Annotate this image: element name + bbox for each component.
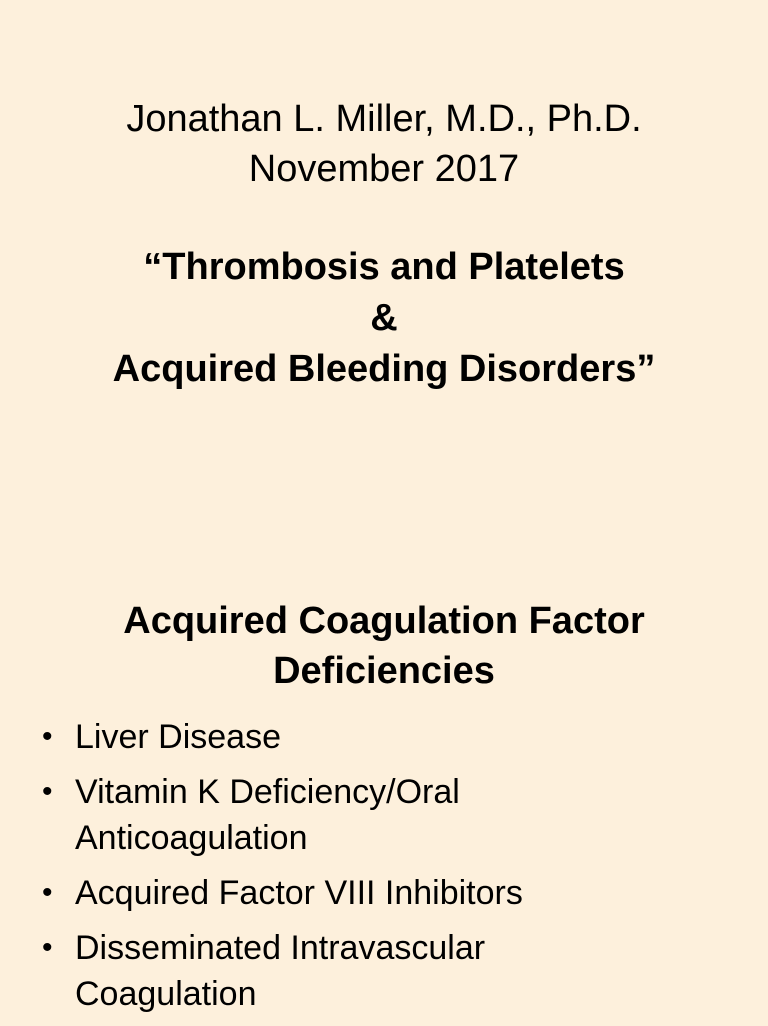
heading-line: Acquired Coagulation Factor [123,600,645,642]
bullet-icon: • [42,931,53,964]
content-slide [0,596,768,1026]
title-line: & [370,297,398,339]
bullet-text: Vitamin K Deficiency/Oral [75,773,460,811]
presentation-title [0,242,768,395]
title-slide [0,94,768,395]
presentation-date: November 2017 [248,148,520,190]
list-item [0,714,768,760]
list-item [0,925,768,1017]
bullet-list [0,714,768,1017]
title-line: “Thrombosis and Platelets [143,246,625,288]
bullet-text-continuation: Anticoagulation [75,819,308,857]
slide-heading [0,596,768,696]
list-item [0,769,768,861]
heading-line: Deficiencies [273,650,495,692]
bullet-icon: • [42,775,53,808]
bullet-text: Disseminated Intravascular [75,929,486,967]
bullet-text-continuation: Coagulation [75,975,257,1013]
bullet-icon: • [42,876,53,909]
bullet-text: Acquired Factor VIII Inhibitors [75,874,523,912]
author-name: Jonathan L. Miller, M.D., Ph.D. [126,98,642,140]
list-item [0,870,768,916]
bullet-text: Liver Disease [75,718,281,756]
bullet-icon: • [42,720,53,753]
title-line: Acquired Bleeding Disorders” [112,348,656,390]
